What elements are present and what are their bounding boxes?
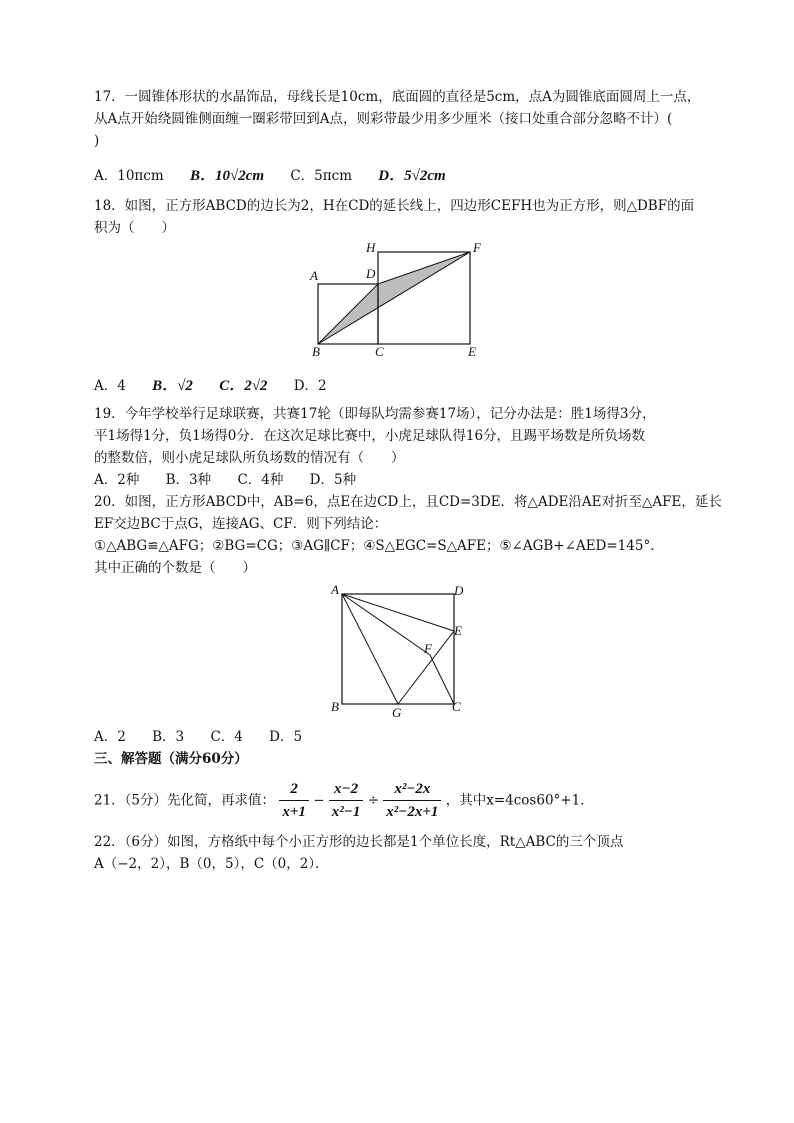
q21-suffix: ，其中x=4cos60°+1． [445, 792, 594, 809]
q21-fraction-2 [329, 778, 364, 823]
q21-fraction-3 [383, 778, 441, 823]
q21-fraction-1 [279, 778, 309, 823]
q17-option-c: C．5πcm [290, 168, 352, 184]
q20-label-g: G [392, 705, 402, 720]
q21-operator-divide: ÷ [367, 792, 379, 809]
q18-option-c: C．2√2 [219, 378, 268, 394]
section-three-title: 三、解答题（满分60分） [94, 751, 248, 767]
q20-options [94, 727, 324, 747]
q18-label-f: F [473, 240, 481, 255]
q21-fraction-2-numerator: x−2 [329, 778, 364, 801]
q18-option-d: D．2 [293, 378, 327, 394]
q20-line-af [342, 594, 430, 655]
q19-option-c: C．4种 [237, 472, 284, 488]
q18-option-b: B．√2 [152, 378, 193, 394]
q20-option-b: B．3 [152, 729, 185, 745]
q19-options [94, 470, 378, 490]
q18-options [94, 376, 349, 396]
q18-label-d: D [366, 266, 376, 281]
q21-fraction-2-denominator: x²−1 [331, 804, 361, 820]
q19-option-d: D．5种 [309, 472, 357, 488]
q20-label-f: F [424, 641, 432, 656]
q18-label-e: E [468, 344, 476, 359]
q20-option-d: D．5 [269, 729, 303, 745]
q18-option-a: A．4 [94, 378, 126, 394]
q20-line-ag [342, 594, 398, 704]
q20-option-a: A．2 [94, 729, 126, 745]
q17-line-3: ) [94, 133, 100, 149]
q18-shaded-triangle-dbf [318, 252, 470, 344]
q17-option-d: D．5√2cm [378, 168, 446, 184]
q17-options [94, 166, 468, 186]
q20-square-abcd [342, 594, 454, 704]
q21-fraction-3-numerator: x²−2x [383, 778, 441, 801]
q20-label-d: D [454, 583, 464, 598]
q20-label-b: B [331, 699, 339, 714]
q18-line-1: 18．如图，正方形ABCD的边长为2，H在CD的延长线上，四边形CEFH也为正方形，则△DBF的面 [94, 198, 695, 214]
q18-figure [300, 238, 500, 363]
q19-line-1: 19．今年学校举行足球联赛，共赛17轮（即每队均需参赛17场），记分办法是：胜1场得3分， [94, 406, 656, 422]
q21-line [94, 778, 594, 823]
q21-prefix: 21．（5分）先化简，再求值： [94, 792, 276, 809]
q18-label-a: A [310, 268, 318, 283]
q21-fraction-1-numerator: 2 [279, 778, 309, 801]
q21-fraction-1-denominator: x+1 [282, 804, 306, 820]
q18-label-h: H [366, 240, 376, 255]
q20-line-fc [430, 655, 454, 704]
q20-label-a: A [331, 582, 339, 597]
q19-line-3: 的整数倍，则小虎足球队所负场数的情况有（ ） [94, 450, 405, 466]
q18-line-2: 积为（ ） [94, 220, 175, 236]
q19-option-a: A．2种 [94, 472, 140, 488]
q17-option-b: B．10√2cm [189, 168, 265, 184]
q21-operator-minus: − [313, 792, 325, 809]
q17-line-2: 从A点开始绕圆锥侧面缠一圈彩带回到A点，则彩带最少用多少厘米（接口处重合部分忽略不计）( [94, 111, 673, 127]
q22-line-2: A（−2，2），B（0，5），C（0，2）． [94, 856, 329, 872]
q18-label-b: B [312, 344, 320, 359]
q20-option-c: C．4 [210, 729, 243, 745]
q22-line-1: 22．（6分）如图，方格纸中每个小正方形的边长都是1个单位长度，Rt△ABC的三个顶点 [94, 834, 624, 850]
q20-figure [325, 580, 475, 720]
q17-option-a: A．10πcm [94, 168, 164, 184]
q19-line-2: 平1场得1分，负1场得0分．在这次足球比赛中，小虎足球队得16分，且踢平场数是所负场数 [94, 428, 646, 444]
q20-label-c: C [452, 699, 461, 714]
q17-line-1: 17．一圆锥体形状的水晶饰品，母线长是10cm，底面圆的直径是5cm，点A为圆锥底面圆周上一点， [94, 89, 701, 105]
q20-label-e: E [454, 623, 462, 638]
q19-option-b: B．3种 [165, 472, 212, 488]
q20-line-ae [342, 594, 454, 631]
q18-label-c: C [375, 344, 384, 359]
q20-line-3: ①△ABG≌△AFG；②BG=CG；③AG∥CF；④S△EGC=S△AFE；⑤∠AGB+∠AED=145°． [94, 538, 664, 554]
q20-line-2: EF交边BC于点G，连接AG、CF．则下列结论： [94, 516, 388, 532]
q20-line-4: 其中正确的个数是（ ） [94, 560, 256, 576]
q21-fraction-3-denominator: x²−2x+1 [386, 804, 439, 820]
q20-line-1: 20．如图，正方形ABCD中，AB=6，点E在边CD上，且CD=3DE．将△ADE沿AE对折至△AFE，延长 [94, 494, 722, 510]
